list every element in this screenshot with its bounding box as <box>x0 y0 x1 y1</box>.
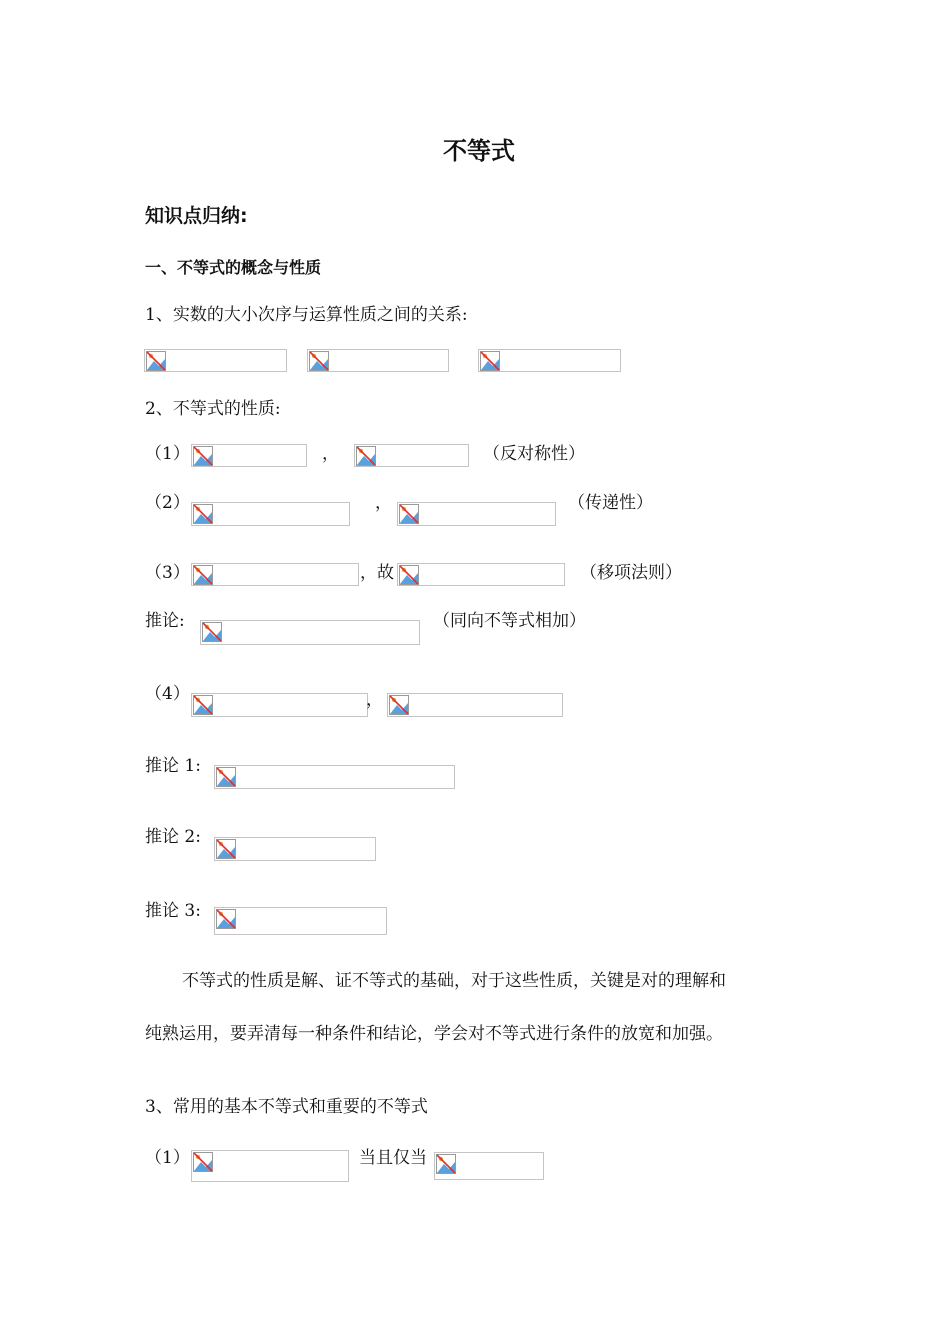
broken-image-icon <box>146 351 166 371</box>
formula-image-8 <box>191 563 359 586</box>
broken-image-icon <box>216 839 236 859</box>
property-2-label: （2） <box>145 493 190 513</box>
corollary-3-label: 推论 3: <box>145 901 201 921</box>
formula-image-13 <box>214 765 455 789</box>
formula-image-4 <box>191 444 307 467</box>
formula-image-1 <box>144 349 287 372</box>
inequality-1-condition: 当且仅当 <box>359 1148 427 1168</box>
page-title: 不等式 <box>443 137 515 165</box>
broken-image-icon <box>399 565 419 585</box>
property-4-separator: ， <box>366 690 383 710</box>
formula-image-17 <box>434 1152 544 1180</box>
formula-image-3 <box>478 349 621 372</box>
property-1-note: （反对称性） <box>483 444 585 464</box>
broken-image-icon <box>216 767 236 787</box>
formula-image-7 <box>397 502 556 526</box>
inequality-1-label: （1） <box>145 1148 190 1168</box>
broken-image-icon <box>193 565 213 585</box>
formula-image-6 <box>191 502 350 526</box>
broken-image-icon <box>216 909 236 929</box>
formula-image-10 <box>200 620 420 645</box>
corollary-2-label: 推论 2: <box>145 827 201 847</box>
broken-image-icon <box>193 1152 213 1172</box>
corollary-label: 推论: <box>145 611 185 631</box>
broken-image-icon <box>309 351 329 371</box>
broken-image-icon <box>202 622 222 642</box>
item-3-text: 3、常用的基本不等式和重要的不等式 <box>145 1097 428 1117</box>
property-1-separator: ， <box>322 444 339 464</box>
broken-image-icon <box>356 446 376 466</box>
subsection-heading: 一、不等式的概念与性质 <box>145 258 322 277</box>
corollary-note: （同向不等式相加） <box>433 611 586 631</box>
formula-image-14 <box>214 837 376 861</box>
formula-image-12 <box>387 693 563 717</box>
corollary-1-label: 推论 1: <box>145 756 201 776</box>
broken-image-icon <box>193 695 213 715</box>
paragraph-line-1: 不等式的性质是解、证不等式的基础，对于这些性质，关键是对的理解和 <box>182 971 726 991</box>
broken-image-icon <box>193 504 213 524</box>
formula-image-15 <box>214 907 387 935</box>
formula-image-2 <box>307 349 449 372</box>
property-4-label: （4） <box>145 684 190 704</box>
formula-image-11 <box>191 693 368 717</box>
broken-image-icon <box>399 504 419 524</box>
broken-image-icon <box>480 351 500 371</box>
property-3-label: （3） <box>145 563 190 583</box>
item-2-text: 2、不等式的性质: <box>145 399 281 419</box>
property-3-separator: ，故 <box>360 563 394 583</box>
formula-image-16 <box>191 1150 349 1182</box>
paragraph-line-2: 纯熟运用，要弄清每一种条件和结论，学会对不等式进行条件的放宽和加强。 <box>145 1024 723 1044</box>
formula-image-5 <box>354 444 469 467</box>
property-3-note: （移项法则） <box>580 563 682 583</box>
broken-image-icon <box>436 1154 456 1174</box>
broken-image-icon <box>389 695 409 715</box>
property-2-separator: ， <box>375 493 392 513</box>
broken-image-icon <box>193 446 213 466</box>
property-2-note: （传递性） <box>568 493 653 513</box>
formula-image-9 <box>397 563 565 586</box>
section-heading: 知识点归纳: <box>145 205 248 227</box>
item-1-text: 1、实数的大小次序与运算性质之间的关系: <box>145 305 468 325</box>
property-1-label: （1） <box>145 444 190 464</box>
